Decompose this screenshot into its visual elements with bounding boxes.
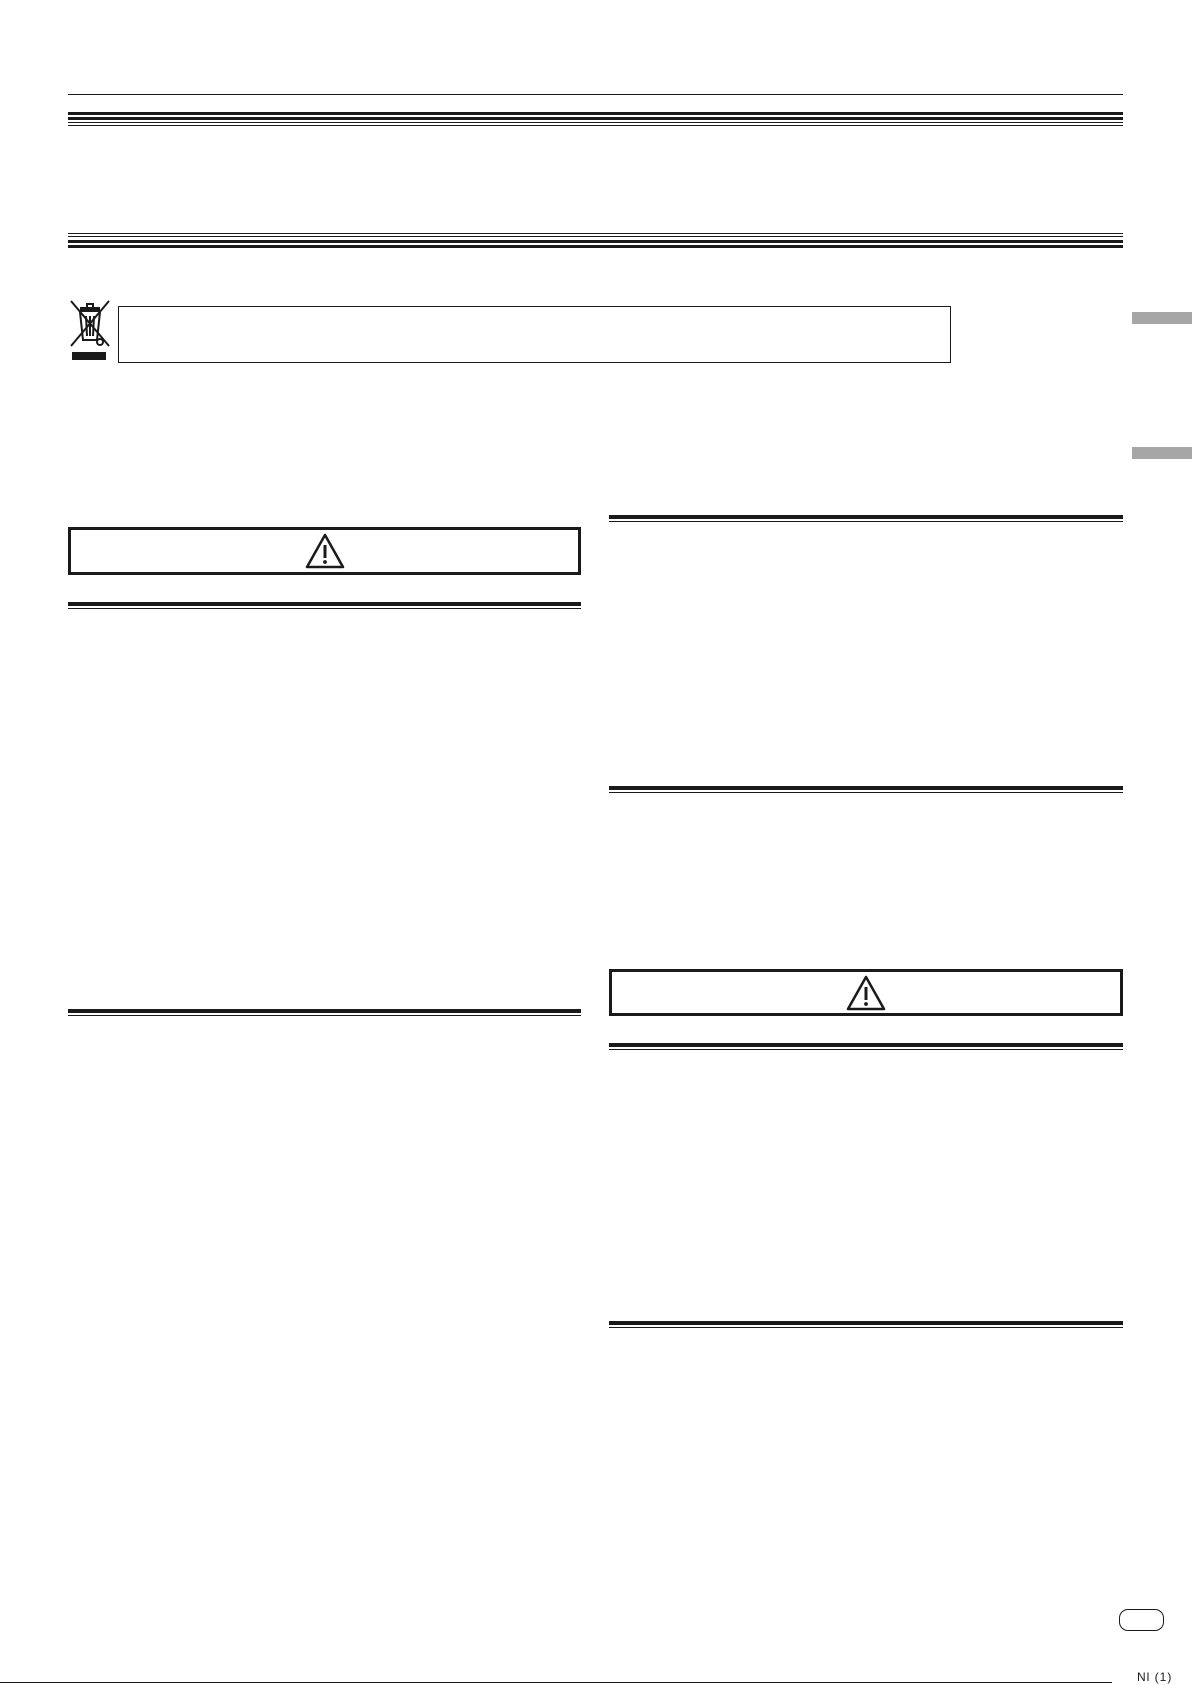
section-rule-right-1 (609, 515, 1123, 523)
heading-rule-top (68, 112, 1123, 128)
side-tab-upper (1132, 312, 1192, 324)
crossed-out-wheeled-bin-icon (68, 298, 112, 362)
bottom-rule (0, 1682, 1112, 1683)
footer-text: Nl (1) (1137, 1670, 1173, 1684)
warning-box-right (609, 969, 1123, 1016)
weee-notice-box (118, 306, 951, 363)
warning-triangle-icon (305, 533, 345, 569)
heading-rule-second (68, 233, 1123, 249)
section-rule-left-1 (68, 602, 581, 610)
section-rule-right-4 (609, 1321, 1123, 1329)
warning-triangle-icon (846, 975, 886, 1011)
section-rule-right-2 (609, 786, 1123, 794)
warning-box-left (68, 527, 581, 575)
section-rule-left-2 (68, 1009, 581, 1017)
top-thin-rule (68, 94, 1123, 95)
side-tab-lower (1132, 447, 1192, 459)
section-rule-right-3 (609, 1043, 1123, 1051)
page-number-badge (1119, 1609, 1164, 1631)
